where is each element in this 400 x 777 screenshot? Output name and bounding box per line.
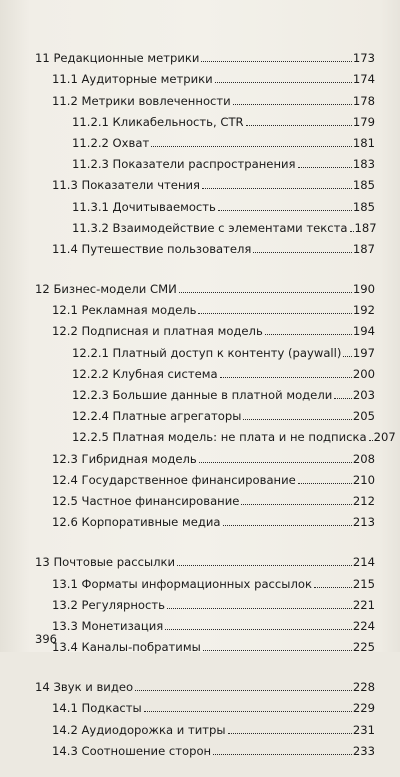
toc-entry (0, 214, 400, 235)
dot-leader (298, 167, 352, 168)
toc-entry-page: 183 (352, 157, 375, 172)
toc-entry (0, 466, 400, 487)
toc-entry (0, 381, 400, 402)
toc-entry (0, 360, 400, 381)
toc-entry-title: 13 Почтовые рассылки (35, 555, 176, 570)
dot-leader (223, 525, 352, 526)
toc-entry (0, 402, 400, 423)
toc-entry-title: 13.2 Регулярность (52, 597, 165, 612)
toc-entry-page: 197 (352, 345, 375, 360)
toc-entry-page: 187 (354, 220, 377, 235)
dot-leader (241, 504, 351, 505)
toc-entry-page: 185 (352, 199, 375, 214)
dot-leader (334, 398, 352, 399)
toc-entry-title: 12.2 Подписная и платная модель (52, 324, 263, 339)
toc-entry (0, 715, 400, 736)
dot-leader (213, 754, 352, 755)
toc-entry (0, 423, 400, 444)
toc-entry (0, 108, 400, 129)
dot-leader (165, 629, 352, 630)
toc-entry-page: 210 (352, 472, 375, 487)
dot-leader (243, 419, 352, 420)
toc-entry-page: 221 (352, 597, 375, 612)
toc-entry-title: 12.5 Частное финансирование (52, 493, 240, 508)
toc-entry (0, 569, 400, 590)
dot-leader (314, 587, 352, 588)
toc-chapter-heading (0, 673, 400, 694)
toc-entry (0, 150, 400, 171)
toc-entry-page: 190 (352, 282, 375, 297)
toc-entry (0, 444, 400, 465)
toc-entry-page: 187 (352, 241, 375, 256)
toc-entry-title: 11.3 Показатели чтения (52, 178, 201, 193)
toc-entry-title: 11.3.1 Дочитываемость (72, 199, 216, 214)
toc-entry (0, 591, 400, 612)
dot-leader (167, 608, 352, 609)
toc-entry-page: 173 (352, 51, 375, 66)
dot-leader (135, 690, 352, 691)
toc-entry (0, 296, 400, 317)
toc-entry-page: 231 (352, 722, 375, 737)
toc-entry-title: 11.1 Аудиторные метрики (52, 72, 213, 87)
toc-entry-page: 192 (352, 303, 375, 318)
toc-entry (0, 129, 400, 150)
toc-entry-title: 14.1 Подкасты (52, 701, 142, 716)
toc-entry-title: 11.3.2 Взаимодействие с элементами текста (72, 220, 348, 235)
toc-entry-page: 215 (352, 576, 375, 591)
toc-entry (0, 508, 400, 529)
dot-leader (228, 733, 352, 734)
dot-leader (265, 334, 352, 335)
toc-entry-page: 208 (352, 451, 375, 466)
toc-entry-title: 12.2.3 Большие данные в платной модели (72, 388, 333, 402)
dot-leader (246, 125, 352, 126)
dot-leader (253, 252, 351, 253)
dot-leader (151, 146, 352, 147)
toc-entry-title: 13.4 Каналы-побратимы (52, 640, 201, 655)
toc-entry-title: 14.3 Соотношение сторон (52, 743, 212, 758)
dot-leader (220, 377, 352, 378)
toc-entry-title: 12.6 Корпоративные медиа (52, 515, 221, 530)
toc-entry-title: 12.2.5 Платная модель: не плата и не подписка (72, 430, 367, 445)
toc-entry (0, 317, 400, 338)
toc-entry (0, 338, 400, 359)
toc-entry (0, 192, 400, 213)
toc-entry (0, 694, 400, 715)
dot-leader (215, 82, 352, 83)
toc-entry-page: 225 (352, 640, 375, 655)
toc-entry (0, 487, 400, 508)
dot-leader (144, 711, 352, 712)
dot-leader (203, 650, 352, 651)
toc-chapter-heading (0, 275, 400, 296)
toc-entry (0, 612, 400, 633)
toc-entry-title: 12 Бизнес-модели СМИ (35, 282, 177, 297)
toc-entry-page: 174 (352, 72, 375, 87)
toc-entry-title: 14 Звук и видео (35, 680, 134, 695)
toc-chapter (0, 548, 400, 654)
toc-entry-title: 11 Редакционные метрики (35, 51, 200, 66)
toc-entry-title: 12.4 Государственное финансирование (52, 472, 296, 487)
toc-entry-title: 11.2 Метрики вовлеченности (52, 93, 231, 108)
toc-chapter (0, 275, 400, 529)
dot-leader (201, 61, 351, 62)
toc-entry-page: 179 (352, 114, 375, 129)
page-number: 396 (35, 632, 57, 646)
toc-entry-page: 233 (352, 743, 375, 758)
dot-leader (177, 565, 352, 566)
toc-chapter-heading (0, 44, 400, 65)
dot-leader (179, 292, 352, 293)
toc-chapter (0, 44, 400, 256)
toc-entry (0, 65, 400, 86)
toc-entry-page: 200 (352, 366, 375, 381)
toc-entry-title: 13.1 Форматы информационных рассылок (52, 576, 312, 591)
toc-entry (0, 737, 400, 758)
dot-leader (298, 483, 352, 484)
toc-entry-page: 214 (352, 555, 375, 570)
toc-entry-page: 203 (352, 388, 375, 402)
table-of-contents (0, 44, 400, 777)
toc-entry-title: 11.2.1 Кликабельность, CTR (72, 114, 244, 129)
toc-entry-title: 11.4 Путешествие пользователя (52, 241, 252, 256)
toc-entry-title: 11.2.2 Охват (72, 135, 150, 150)
toc-chapter-heading (0, 548, 400, 569)
toc-entry-page: 228 (352, 680, 375, 695)
toc-entry-title: 12.1 Рекламная модель (52, 303, 197, 318)
dot-leader (202, 188, 352, 189)
toc-entry (0, 171, 400, 192)
toc-entry (0, 235, 400, 256)
toc-entry-title: 12.2.4 Платные агрегаторы (72, 409, 242, 424)
dot-leader (199, 462, 352, 463)
toc-entry-title: 11.2.3 Показатели распространения (72, 157, 296, 172)
toc-entry-title: 12.2.1 Платный доступ к контенту (paywall) (72, 345, 342, 360)
toc-entry-title: 13.3 Монетизация (52, 618, 164, 633)
toc-entry-title: 12.2.2 Клубная система (72, 366, 218, 381)
toc-entry-page: 207 (373, 430, 396, 445)
dot-leader (350, 231, 354, 232)
toc-entry-page: 212 (352, 493, 375, 508)
dot-leader (343, 356, 351, 357)
toc-entry-page: 181 (352, 135, 375, 150)
toc-entry (0, 633, 400, 654)
dot-leader (218, 210, 352, 211)
toc-entry-page: 205 (352, 409, 375, 424)
toc-entry-page: 178 (352, 93, 375, 108)
toc-entry-page: 185 (352, 178, 375, 193)
toc-entry-page: 229 (352, 701, 375, 716)
toc-entry-title: 12.3 Гибридная модель (52, 451, 197, 466)
dot-leader (233, 104, 352, 105)
toc-entry-title: 14.2 Аудиодорожка и титры (52, 722, 226, 737)
toc-entry-page: 224 (352, 618, 375, 633)
toc-chapter (0, 673, 400, 758)
dot-leader (198, 313, 351, 314)
toc-entry-page: 213 (352, 515, 375, 530)
dot-leader (369, 440, 373, 441)
toc-entry-page: 194 (352, 324, 375, 339)
toc-entry (0, 86, 400, 107)
